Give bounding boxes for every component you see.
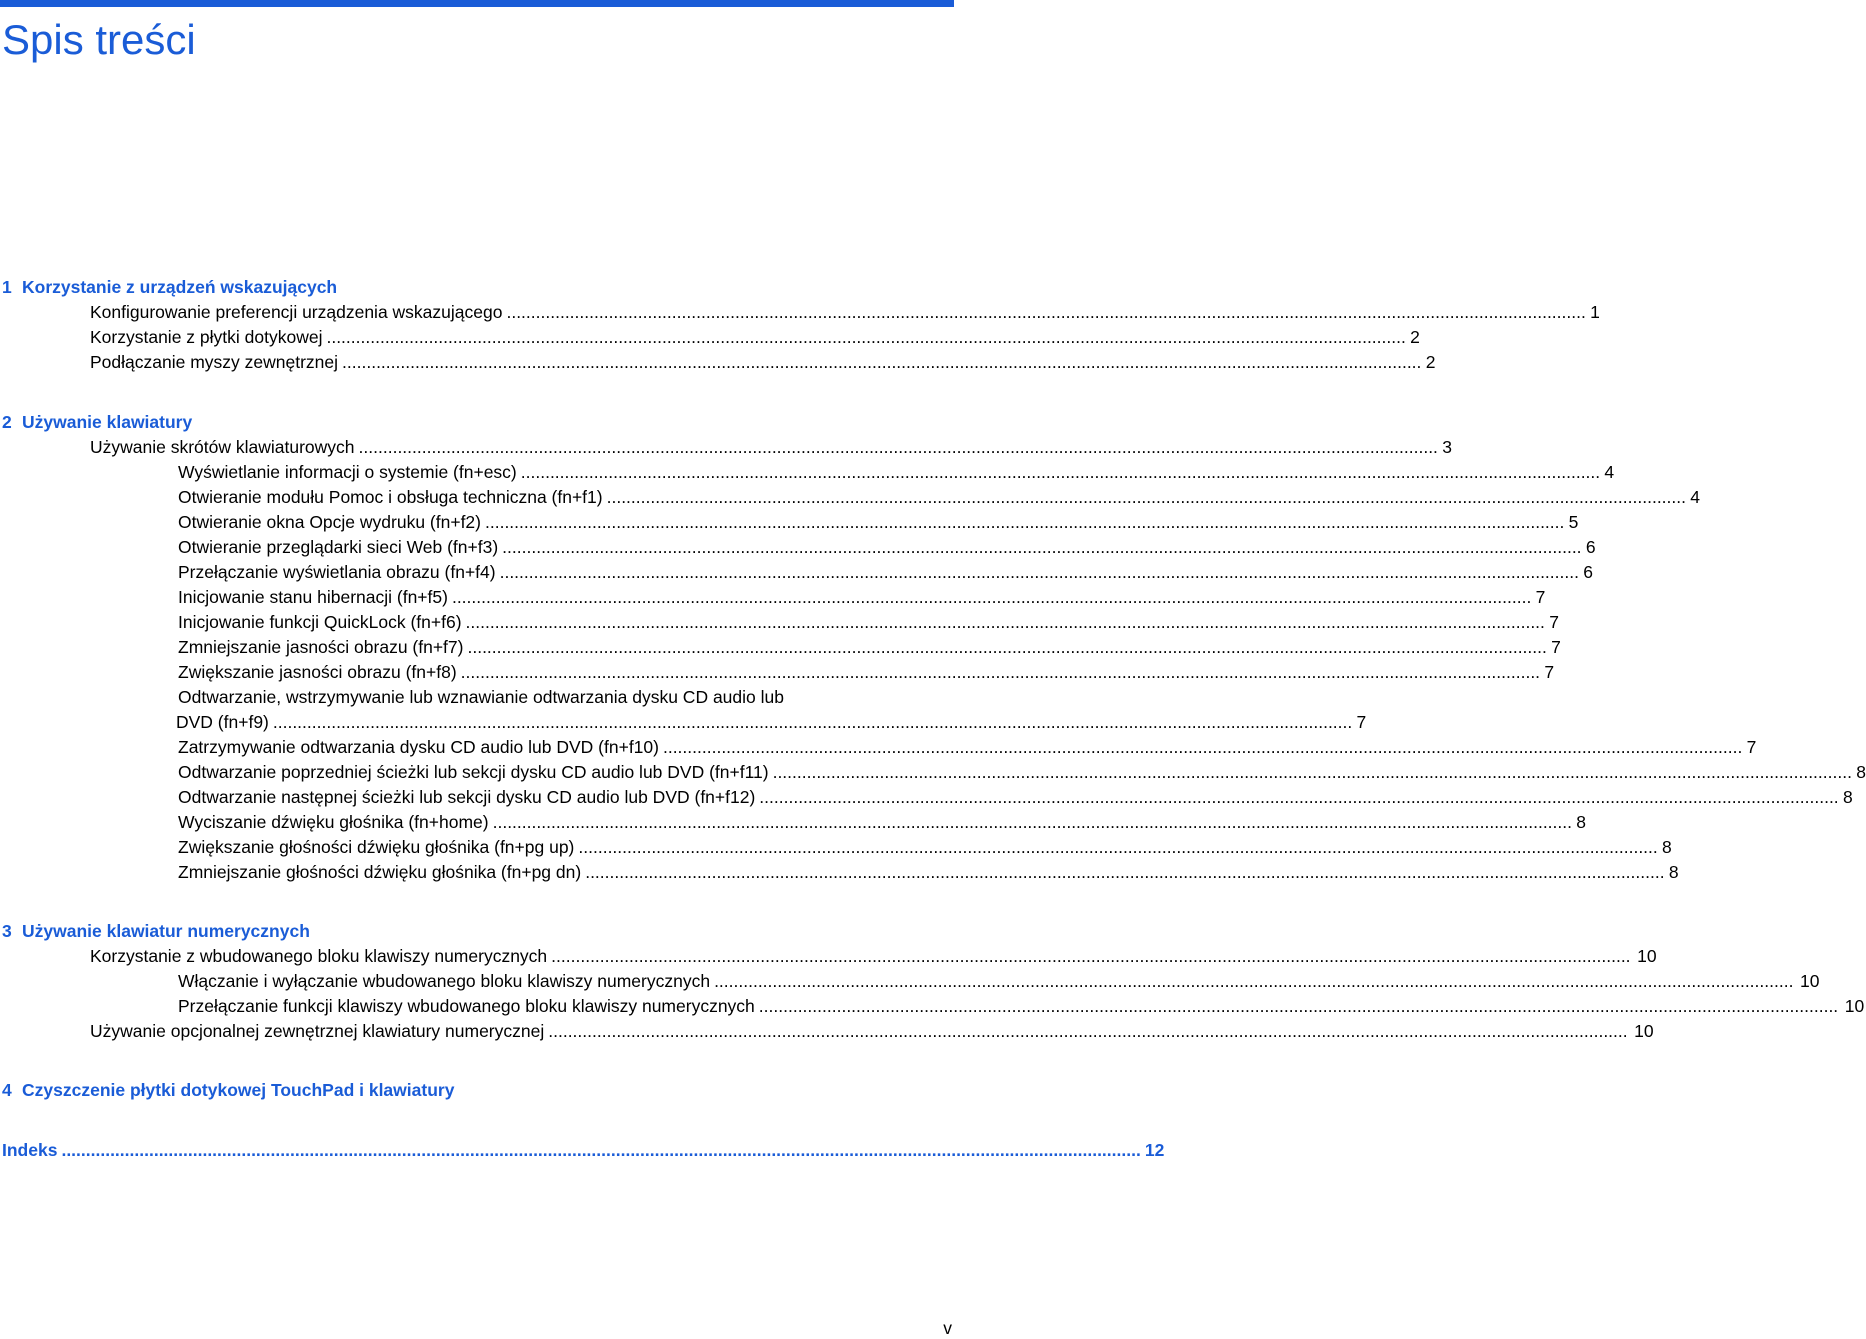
toc-subentry[interactable] xyxy=(178,635,1561,660)
dot-leader: .............................................................................................................................................................................................................................. xyxy=(61,1140,1141,1160)
toc-entry[interactable] xyxy=(90,944,1657,969)
entry-page: 7 xyxy=(1535,587,1546,607)
toc-subentry-line2[interactable] xyxy=(176,710,1367,735)
entry-page: 5 xyxy=(1568,512,1579,532)
entry-title: Włączanie i wyłączanie wbudowanego bloku klawiszy numerycznych xyxy=(178,971,711,991)
entry-page: 7 xyxy=(1551,637,1561,657)
toc-subentry[interactable] xyxy=(178,560,1593,585)
page-number: v xyxy=(943,1318,952,1338)
index-title: Indeks xyxy=(2,1140,58,1160)
entry-title: Przełączanie funkcji klawiszy wbudowanego bloku klawiszy numerycznych xyxy=(178,996,755,1016)
entry-page: 10 xyxy=(1799,971,1820,991)
entry-title: Zwiększanie jasności obrazu (fn+f8) xyxy=(178,662,457,682)
entry-page: 2 xyxy=(1410,327,1420,347)
chapter-4-heading[interactable] xyxy=(2,1078,954,1103)
toc-subentry[interactable] xyxy=(178,460,1615,485)
chapter-1-heading[interactable] xyxy=(2,275,954,300)
entry-title: Zmniejszanie jasności obrazu (fn+f7) xyxy=(178,637,464,657)
dot-leader: .............................................................................................................................................................................................................................. xyxy=(758,996,1839,1016)
entry-title: Korzystanie z wbudowanego bloku klawiszy numerycznych xyxy=(90,946,548,966)
entry-title: Otwieranie modułu Pomoc i obsługa techniczna (fn+f1) xyxy=(178,487,603,507)
dot-leader: .............................................................................................................................................................................................................................. xyxy=(502,537,1582,557)
entry-title: Wyciszanie dźwięku głośnika (fn+home) xyxy=(178,812,489,832)
toc-subentry[interactable] xyxy=(178,969,1820,994)
chapter-2-heading[interactable] xyxy=(2,410,954,435)
entry-page: 10 xyxy=(1634,1021,1654,1041)
toc-subentry[interactable] xyxy=(178,510,1579,535)
entry-title: Otwieranie okna Opcje wydruku (fn+f2) xyxy=(178,512,481,532)
page-title: Spis treści xyxy=(2,16,196,63)
entry-title: Zmniejszanie głośności dźwięku głośnika (fn+pg dn) xyxy=(178,862,582,882)
entry-page: 7 xyxy=(1544,662,1555,682)
index-heading[interactable] xyxy=(2,1138,1165,1163)
entry-title: DVD (fn+f9) xyxy=(176,712,269,732)
dot-leader: .............................................................................................................................................................................................................................. xyxy=(499,562,1579,582)
chapter-number: 4 xyxy=(2,1080,12,1100)
toc-subentry[interactable] xyxy=(178,760,1866,785)
toc-subentry[interactable] xyxy=(178,994,1865,1019)
toc-subentry[interactable] xyxy=(178,485,1700,510)
chapter-number: 2 xyxy=(2,412,12,432)
entry-page: 4 xyxy=(1604,462,1615,482)
toc-entry[interactable] xyxy=(90,350,1436,375)
dot-leader: .............................................................................................................................................................................................................................. xyxy=(578,837,1658,857)
toc-subentry[interactable] xyxy=(178,660,1555,685)
entry-title: Zatrzymywanie odtwarzania dysku CD audio lub DVD (fn+f10) xyxy=(178,737,659,757)
toc-entry[interactable] xyxy=(90,325,1420,350)
chapter-title: Używanie klawiatury xyxy=(22,412,193,432)
entry-page: 8 xyxy=(1842,787,1853,807)
dot-leader: .............................................................................................................................................................................................................................. xyxy=(551,946,1631,966)
entry-title: Przełączanie wyświetlania obrazu (fn+f4) xyxy=(178,562,496,582)
entry-page: 8 xyxy=(1576,812,1586,832)
toc-subentry[interactable] xyxy=(178,535,1596,560)
entry-title: Używanie opcjonalnej zewnętrznej klawiatury numerycznej xyxy=(90,1021,545,1041)
entry-page: 8 xyxy=(1856,762,1866,782)
dot-leader: .............................................................................................................................................................................................................................. xyxy=(759,787,1839,807)
entry-title: Odtwarzanie następnej ścieżki lub sekcji dysku CD audio lub DVD (fn+f12) xyxy=(178,787,756,807)
dot-leader: .............................................................................................................................................................................................................................. xyxy=(358,437,1438,457)
entry-page: 6 xyxy=(1585,537,1596,557)
entry-title: Zwiększanie głośności dźwięku głośnika (fn+pg up) xyxy=(178,837,575,857)
toc-entry[interactable] xyxy=(90,300,1600,325)
entry-title: Konfigurowanie preferencji urządzenia wskazującego xyxy=(90,302,503,322)
entry-page: 10 xyxy=(1844,996,1865,1016)
toc-subentry[interactable] xyxy=(178,835,1672,860)
entry-title: Wyświetlanie informacji o systemie (fn+esc) xyxy=(178,462,517,482)
entry-title: Odtwarzanie poprzedniej ścieżki lub sekcji dysku CD audio lub DVD (fn+f11) xyxy=(178,762,769,782)
entry-page: 7 xyxy=(1746,737,1757,757)
chapter-title: Czyszczenie płytki dotykowej TouchPad i klawiatury xyxy=(22,1080,455,1100)
entry-title: Otwieranie przeglądarki sieci Web (fn+f3) xyxy=(178,537,499,557)
dot-leader: .............................................................................................................................................................................................................................. xyxy=(451,587,1532,607)
dot-leader: .............................................................................................................................................................................................................................. xyxy=(606,487,1686,507)
entry-page: 1 xyxy=(1590,302,1600,322)
dot-leader: .............................................................................................................................................................................................................................. xyxy=(485,512,1565,532)
entry-page: 10 xyxy=(1637,946,1657,966)
entry-page: 8 xyxy=(1662,837,1672,857)
dot-leader: .............................................................................................................................................................................................................................. xyxy=(714,971,1794,991)
toc-subentry[interactable] xyxy=(178,785,1853,810)
dot-leader: .............................................................................................................................................................................................................................. xyxy=(772,762,1852,782)
entry-title: Korzystanie z płytki dotykowej xyxy=(90,327,323,347)
dot-leader: .............................................................................................................................................................................................................................. xyxy=(520,462,1601,482)
toc-subentry-line1[interactable] xyxy=(178,685,954,710)
chapter-title: Korzystanie z urządzeń wskazujących xyxy=(22,277,338,297)
index-page: 12 xyxy=(1144,1140,1165,1160)
chapter-3-heading[interactable] xyxy=(2,919,954,944)
dot-leader: .............................................................................................................................................................................................................................. xyxy=(506,302,1586,322)
entry-page: 6 xyxy=(1583,562,1593,582)
toc-entry[interactable] xyxy=(90,1019,1654,1044)
entry-title: Inicjowanie funkcji QuickLock (fn+f6) xyxy=(178,612,462,632)
entry-page: 7 xyxy=(1549,612,1559,632)
dot-leader: .............................................................................................................................................................................................................................. xyxy=(465,612,1545,632)
dot-leader: .............................................................................................................................................................................................................................. xyxy=(342,352,1422,372)
entry-page: 8 xyxy=(1668,862,1679,882)
chapter-title: Używanie klawiatur numerycznych xyxy=(22,921,310,941)
toc-subentry[interactable] xyxy=(178,860,1679,885)
entry-page: 4 xyxy=(1690,487,1700,507)
entry-page: 3 xyxy=(1442,437,1452,457)
dot-leader: .............................................................................................................................................................................................................................. xyxy=(662,737,1743,757)
toc-subentry[interactable] xyxy=(178,610,1559,635)
dot-leader: .............................................................................................................................................................................................................................. xyxy=(492,812,1572,832)
entry-page: 7 xyxy=(1356,712,1367,732)
dot-leader: .............................................................................................................................................................................................................................. xyxy=(272,712,1353,732)
dot-leader: .............................................................................................................................................................................................................................. xyxy=(585,862,1665,882)
dot-leader: .............................................................................................................................................................................................................................. xyxy=(326,327,1406,347)
toc-subentry[interactable] xyxy=(178,810,1586,835)
entry-title: Inicjowanie stanu hibernacji (fn+f5) xyxy=(178,587,448,607)
entry-page: 2 xyxy=(1425,352,1436,372)
toc-subentry[interactable] xyxy=(178,585,1546,610)
entry-title: Podłączanie myszy zewnętrznej xyxy=(90,352,339,372)
toc-subentry[interactable] xyxy=(178,735,1757,760)
chapter-number: 3 xyxy=(2,921,12,941)
dot-leader: .............................................................................................................................................................................................................................. xyxy=(460,662,1541,682)
entry-title: Odtwarzanie, wstrzymywanie lub wznawianie odtwarzania dysku CD audio lub xyxy=(178,687,784,707)
dot-leader: .............................................................................................................................................................................................................................. xyxy=(467,637,1547,657)
dot-leader: .............................................................................................................................................................................................................................. xyxy=(548,1021,1628,1041)
entry-title: Używanie skrótów klawiaturowych xyxy=(90,437,355,457)
chapter-number: 1 xyxy=(2,277,12,297)
toc-entry[interactable] xyxy=(90,435,1452,460)
